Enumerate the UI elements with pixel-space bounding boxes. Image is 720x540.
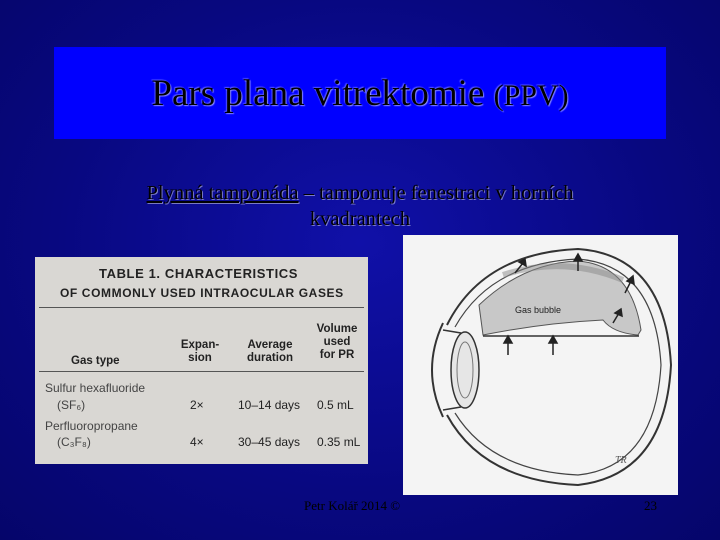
subtitle-line2: kvadrantech [309,208,411,230]
cornea [432,323,443,417]
lens [451,332,479,408]
row2-gas-formula: (C₃F₈) [57,435,91,449]
eye-diagram-svg [403,235,678,495]
header-expansion: Expan- sion [180,339,220,364]
row2-expansion: 4× [190,435,204,449]
row2-duration: 30–45 days [238,435,301,449]
subtitle-term: Plynná tamponáda [146,182,299,204]
slide-number: 23 [644,498,657,513]
row2-gas-name: Perfluoropropane [45,419,138,433]
table-title-line2: OF COMMONLY USED INTRAOCULAR GASES [60,286,344,300]
header-duration: Average duration [247,339,293,364]
illustrator-signature: TR [615,455,627,466]
row1-gas-name: Sulfur hexafluoride [45,381,146,395]
footer-author: Petr Kolář 2014 © [304,498,401,513]
row2-volume: 0.35 mL [317,435,361,449]
table-title-line1: TABLE 1. CHARACTERISTICS [99,266,299,281]
row1-volume: 0.5 mL [317,398,354,412]
slide-subtitle [80,180,640,232]
gas-characteristics-table [35,257,368,464]
iris-top [443,330,461,333]
row1-duration: 10–14 days [238,398,301,412]
table-rule-top [39,307,364,308]
eye-gas-bubble-diagram [403,235,678,495]
iris-bottom [443,407,461,410]
header-gas-type: Gas type [71,355,120,367]
header-volume: Volume used for PR [316,323,358,361]
gas-bubble-label: Gas bubble [515,305,562,315]
title-banner [54,47,666,139]
title-main: Pars plana vitrektomie [151,72,494,114]
subtitle-text: – tamponuje fenestraci v horních [298,182,574,204]
slide-title [151,72,568,115]
row1-gas-formula: (SF₆) [57,398,86,412]
table-rule-header [39,371,364,372]
row1-expansion: 2× [190,398,204,412]
title-abbreviation: (PPV) [493,78,569,112]
